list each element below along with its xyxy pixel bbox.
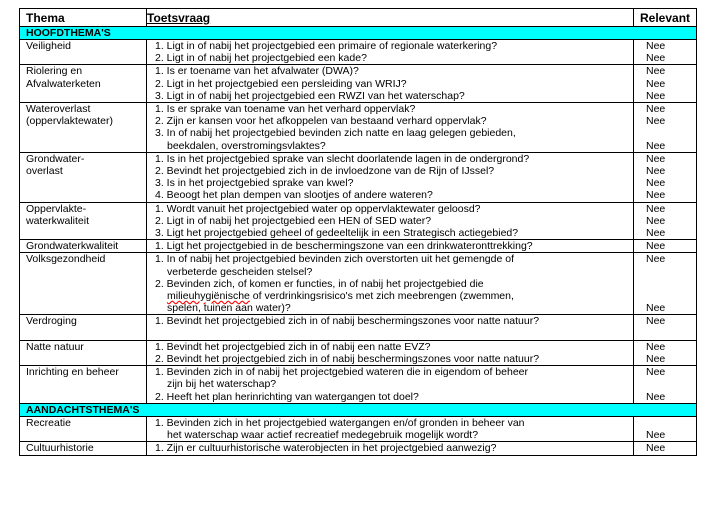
header-relevant: Relevant (634, 9, 697, 27)
table-row (20, 103, 697, 153)
relevant-cell (634, 202, 697, 240)
table-row (20, 152, 697, 202)
thema-cell (20, 65, 147, 103)
table-row (20, 340, 697, 365)
question-text: 3. Ligt in of nabij het projectgebied een RWZI van het waterschap? (155, 89, 465, 102)
question-text: 1. Bevindt het projectgebied zich in of nabij een natte EVZ? (155, 340, 431, 353)
question-text: verbeterde gescheiden stelsel? (167, 265, 313, 278)
question-text: 1. Ligt in of nabij het projectgebied een primaire of regionale waterkering? (155, 40, 498, 52)
section-title: AANDACHTSTHEMA'S (20, 403, 697, 416)
relevant-value: Nee (646, 302, 666, 315)
relevant-value: Nee (646, 89, 666, 102)
water-test-table (19, 8, 696, 456)
relevant-value: Nee (646, 340, 666, 353)
relevant-spacer (646, 266, 696, 278)
header-toetsvraag-label: Toetsvraag (147, 11, 211, 25)
question-cell (147, 65, 634, 103)
thema-cell (20, 103, 147, 153)
question-text: 1. Zijn er cultuurhistorische waterobjecten in het projectgebied aanwezig? (155, 442, 497, 455)
thema-cell (20, 366, 147, 404)
question-cell (147, 40, 634, 65)
relevant-value: Nee (646, 240, 666, 253)
table-row (20, 416, 697, 441)
relevant-value: Nee (646, 227, 666, 240)
relevant-spacer (646, 127, 696, 139)
thema-label: Grondwaterkwaliteit (26, 240, 119, 253)
thema-label: (oppervlaktewater) (26, 115, 113, 128)
relevant-spacer (646, 290, 696, 302)
relevant-value: Nee (646, 139, 666, 152)
thema-label: Riolering en (26, 65, 83, 78)
question-text: 1. Is er toename van het afvalwater (DWA)? (155, 65, 359, 78)
question-cell (147, 366, 634, 404)
table-row (20, 40, 697, 65)
relevant-value: Nee (646, 40, 666, 52)
question-text: 3. Is in het projectgebied sprake van kwel? (155, 177, 354, 190)
relevant-spacer (646, 278, 696, 290)
spellcheck-word: milieuhygiënische (167, 290, 250, 303)
thema-label: Grondwater- (26, 152, 85, 165)
relevant-value: Nee (646, 214, 666, 227)
relevant-cell (634, 340, 697, 365)
question-text: 2. Bevindt het projectgebied zich in de invloedzone van de Rijn of IJssel? (155, 165, 495, 178)
question-text: 1. Bevinden zich in het projectgebied watergangen en/of gronden in beheer van (155, 416, 525, 429)
relevant-cell (634, 65, 697, 103)
relevant-value: Nee (646, 77, 666, 90)
question-text: 2. Bevinden zich, of komen er functies, in of nabij het projectgebied die (155, 277, 484, 290)
relevant-value: Nee (646, 165, 666, 178)
table-row (20, 315, 697, 340)
question-cell (147, 253, 634, 315)
thema-cell (20, 416, 147, 441)
relevant-value: Nee (646, 253, 666, 266)
relevant-value: Nee (646, 353, 666, 366)
question-cell (147, 442, 634, 455)
table-row (20, 366, 697, 404)
question-cell (147, 202, 634, 240)
thema-label: Cultuurhistorie (26, 442, 94, 455)
thema-cell (20, 202, 147, 240)
thema-label: Recreatie (26, 416, 71, 429)
thema-cell (20, 253, 147, 315)
table-row (20, 202, 697, 240)
question-text: 2. Zijn er kansen voor het afkoppelen van bestaand verhard oppervlak? (155, 115, 487, 128)
relevant-cell (634, 366, 697, 404)
relevant-value: Nee (646, 366, 666, 379)
header-toetsvraag (147, 9, 634, 27)
relevant-value: Nee (646, 202, 666, 215)
question-text: 3. Ligt het projectgebied geheel of gedeeltelijk in een Strategisch actiegebied? (155, 227, 519, 240)
question-text: het waterschap waar actief recreatief medegebruik mogelijk wordt? (167, 429, 479, 442)
thema-cell (20, 315, 147, 340)
relevant-value: Nee (646, 315, 666, 328)
thema-label: overlast (26, 165, 63, 178)
relevant-value: Nee (646, 103, 666, 116)
relevant-cell (634, 240, 697, 253)
relevant-value: Nee (646, 442, 666, 455)
question-text (155, 328, 633, 340)
question-cell (147, 315, 634, 340)
thema-label: Afvalwaterketen (26, 77, 101, 90)
table-row (20, 442, 697, 455)
section-header (20, 27, 697, 40)
header-thema: Thema (20, 9, 147, 27)
question-text: 1. Bevinden zich in of nabij het projectgebied wateren die in eigendom of beheer (155, 366, 529, 379)
question-text: 4. Beoogt het plan dempen van slootjes of andere wateren? (155, 189, 433, 202)
question-text: 3. In of nabij het projectgebied bevinden zich natte en laag gelegen gebieden, (155, 127, 516, 140)
relevant-value: Nee (646, 65, 666, 78)
relevant-value: Nee (646, 390, 666, 403)
question-text: spelen, tuinen aan water)? (167, 302, 291, 315)
question-text: beekdalen, overstromingsvlaktes? (167, 139, 326, 152)
thema-cell (20, 240, 147, 253)
relevant-value: Nee (646, 177, 666, 190)
relevant-value: Nee (646, 152, 666, 165)
thema-cell (20, 340, 147, 365)
relevant-spacer (646, 328, 696, 340)
section-title: HOOFDTHEMA'S (20, 27, 697, 40)
section-header (20, 403, 697, 416)
relevant-cell (634, 253, 697, 315)
question-text: 2. Ligt in of nabij het projectgebied een kade? (155, 52, 367, 65)
relevant-cell (634, 103, 697, 153)
thema-label: Wateroverlast (26, 103, 91, 116)
thema-label: Oppervlakte- (26, 202, 87, 215)
question-cell (147, 152, 634, 202)
question-text: zijn bij het waterschap? (167, 378, 277, 391)
table-row (20, 240, 697, 253)
question-text: 1. Ligt het projectgebied in de beschermingszone van een drinkwateronttrekking? (155, 240, 533, 253)
relevant-cell (634, 442, 697, 455)
table-row (20, 253, 697, 315)
thema-cell (20, 152, 147, 202)
question-text: 2. Ligt in het projectgebied een persleiding van WRIJ? (155, 77, 407, 90)
relevant-spacer (646, 378, 696, 390)
relevant-spacer (646, 417, 696, 429)
thema-cell (20, 40, 147, 65)
table-header-row (20, 9, 697, 27)
relevant-value: Nee (646, 115, 666, 128)
relevant-value: Nee (646, 189, 666, 202)
question-text: 2. Bevindt het projectgebied zich in of nabij beschermingszones voor natte natuur? (155, 353, 540, 366)
relevant-cell (634, 416, 697, 441)
thema-label: Verdroging (26, 315, 77, 328)
thema-cell (20, 442, 147, 455)
question-cell (147, 103, 634, 153)
thema-label: waterkwaliteit (26, 214, 90, 227)
question-text: 1. Is er sprake van toename van het verhard oppervlak? (155, 103, 416, 116)
thema-label: Inrichting en beheer (26, 366, 119, 379)
question-text: 1. Wordt vanuit het projectgebied water op oppervlaktewater geloosd? (155, 202, 481, 215)
thema-label: Volksgezondheid (26, 253, 106, 266)
thema-label: Veiligheid (26, 40, 71, 52)
question-cell (147, 340, 634, 365)
relevant-cell (634, 315, 697, 340)
relevant-value: Nee (646, 52, 666, 65)
question-text: milieuhygiënische of verdrinkingsrisico's met zich meebrengen (zwemmen, (167, 290, 514, 303)
thema-label: Natte natuur (26, 340, 84, 353)
question-text: 1. Is in het projectgebied sprake van slecht doorlatende lagen in de ondergrond? (155, 152, 530, 165)
question-cell (147, 240, 634, 253)
question-text: 2. Ligt in of nabij het projectgebied een HEN of SED water? (155, 214, 432, 227)
relevant-value: Nee (646, 429, 666, 442)
question-text: 1. In of nabij het projectgebied bevinden zich overstorten uit het gemengde of (155, 253, 514, 266)
question-cell (147, 416, 634, 441)
question-text: 2. Heeft het plan herinrichting van watergangen tot doel? (155, 390, 419, 403)
table-row (20, 65, 697, 103)
relevant-cell (634, 40, 697, 65)
relevant-cell (634, 152, 697, 202)
question-text: 1. Bevindt het projectgebied zich in of nabij beschermingszones voor natte natuur? (155, 315, 540, 328)
